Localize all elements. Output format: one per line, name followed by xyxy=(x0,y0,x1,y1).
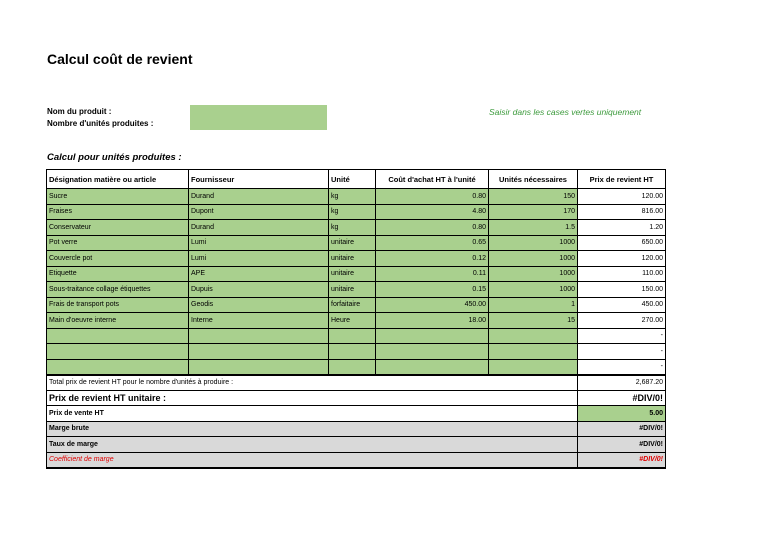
total-label: Total prix de revient HT pour le nombre d'unités à produire : xyxy=(47,375,578,391)
sale-price-label: Prix de vente HT xyxy=(47,406,578,422)
cell-unit[interactable]: kg xyxy=(329,220,376,236)
gross-margin-value: #DIV/0! xyxy=(578,421,666,437)
gross-margin-row xyxy=(47,421,666,437)
cell-unit[interactable]: kg xyxy=(329,189,376,205)
cell-supplier[interactable]: Interne xyxy=(189,313,329,329)
cell-supplier[interactable]: Durand xyxy=(189,189,329,205)
cell-supplier[interactable]: Dupont xyxy=(189,204,329,220)
header-unit-cost: Coût d'achat HT à l'unité xyxy=(376,170,489,189)
cell-designation[interactable]: Etiquette xyxy=(47,266,189,282)
cell-supplier[interactable] xyxy=(189,328,329,344)
table-row xyxy=(47,204,666,220)
cell-units-needed[interactable]: 170 xyxy=(489,204,578,220)
cell-designation[interactable]: Main d'oeuvre interne xyxy=(47,313,189,329)
cell-units-needed[interactable]: 1.5 xyxy=(489,220,578,236)
cell-unit[interactable] xyxy=(329,344,376,360)
product-name-label: Nom du produit : xyxy=(47,107,112,116)
margin-coef-row xyxy=(47,452,666,468)
margin-coef-value: #DIV/0! xyxy=(578,452,666,468)
cell-cost-price: 120.00 xyxy=(578,251,666,267)
product-input-cells[interactable] xyxy=(190,105,327,130)
total-row xyxy=(47,375,666,391)
table-header xyxy=(47,170,666,189)
cell-unit-cost[interactable]: 0.80 xyxy=(376,189,489,205)
table-row xyxy=(47,313,666,329)
cell-supplier[interactable]: Geodis xyxy=(189,297,329,313)
cell-unit-cost[interactable]: 0.15 xyxy=(376,282,489,298)
total-value: 2,687.20 xyxy=(578,375,666,391)
cell-supplier[interactable]: Lumi xyxy=(189,235,329,251)
units-produced-label: Nombre d'unités produites : xyxy=(47,119,154,128)
cell-unit-cost[interactable]: 4.80 xyxy=(376,204,489,220)
table-row xyxy=(47,266,666,282)
cell-unit[interactable]: unitaire xyxy=(329,251,376,267)
cell-units-needed[interactable]: 1000 xyxy=(489,266,578,282)
cell-supplier[interactable]: Lumi xyxy=(189,251,329,267)
margin-rate-label: Taux de marge xyxy=(47,437,578,453)
table-row xyxy=(47,344,666,360)
cell-units-needed[interactable]: 1 xyxy=(489,297,578,313)
table-row xyxy=(47,282,666,298)
cell-designation[interactable]: Conservateur xyxy=(47,220,189,236)
cell-units-needed[interactable] xyxy=(489,344,578,360)
table-row xyxy=(47,189,666,205)
cell-cost-price: 270.00 xyxy=(578,313,666,329)
cell-unit-cost[interactable]: 0.11 xyxy=(376,266,489,282)
unit-cost-value: #DIV/0! xyxy=(578,390,666,406)
cell-supplier[interactable]: APE xyxy=(189,266,329,282)
cell-unit[interactable]: forfaitaire xyxy=(329,297,376,313)
sale-price-row xyxy=(47,406,666,422)
cell-designation[interactable] xyxy=(47,359,189,375)
unit-cost-label: Prix de revient HT unitaire : xyxy=(47,390,578,406)
table-row xyxy=(47,328,666,344)
cell-unit[interactable]: unitaire xyxy=(329,235,376,251)
cell-cost-price: 150.00 xyxy=(578,282,666,298)
cell-cost-price: 450.00 xyxy=(578,297,666,313)
cell-unit[interactable]: unitaire xyxy=(329,282,376,298)
cell-unit-cost[interactable]: 0.80 xyxy=(376,220,489,236)
table-row xyxy=(47,297,666,313)
margin-rate-value: #DIV/0! xyxy=(578,437,666,453)
cell-units-needed[interactable]: 1000 xyxy=(489,235,578,251)
cell-unit-cost[interactable]: 18.00 xyxy=(376,313,489,329)
cell-unit-cost[interactable]: 450.00 xyxy=(376,297,489,313)
cell-unit-cost[interactable] xyxy=(376,359,489,375)
cell-designation[interactable]: Pot verre xyxy=(47,235,189,251)
margin-rate-row xyxy=(47,437,666,453)
cell-supplier[interactable] xyxy=(189,344,329,360)
cost-table xyxy=(46,169,666,469)
cell-unit[interactable]: unitaire xyxy=(329,266,376,282)
cell-cost-price: 816.00 xyxy=(578,204,666,220)
cell-supplier[interactable]: Dupuis xyxy=(189,282,329,298)
unit-cost-row xyxy=(47,390,666,406)
cell-designation[interactable] xyxy=(47,328,189,344)
cell-supplier[interactable]: Durand xyxy=(189,220,329,236)
cell-units-needed[interactable]: 1000 xyxy=(489,251,578,267)
cell-unit[interactable] xyxy=(329,328,376,344)
input-hint: Saisir dans les cases vertes uniquement xyxy=(489,107,642,117)
page-title: Calcul coût de revient xyxy=(47,51,193,67)
cell-supplier[interactable] xyxy=(189,359,329,375)
cell-designation[interactable]: Sucre xyxy=(47,189,189,205)
cell-cost-price: 650.00 xyxy=(578,235,666,251)
gross-margin-label: Marge brute xyxy=(47,421,578,437)
cell-cost-price: - xyxy=(578,344,666,360)
cell-cost-price: - xyxy=(578,359,666,375)
table-row xyxy=(47,235,666,251)
cell-units-needed[interactable]: 15 xyxy=(489,313,578,329)
cell-designation[interactable]: Fraises xyxy=(47,204,189,220)
cell-designation[interactable] xyxy=(47,344,189,360)
cell-cost-price: 1.20 xyxy=(578,220,666,236)
cell-units-needed[interactable] xyxy=(489,328,578,344)
sale-price-input[interactable]: 5.00 xyxy=(578,406,666,422)
cell-units-needed[interactable] xyxy=(489,359,578,375)
cell-units-needed[interactable]: 150 xyxy=(489,189,578,205)
cell-unit-cost[interactable] xyxy=(376,344,489,360)
table-row xyxy=(47,220,666,236)
cell-unit-cost[interactable] xyxy=(376,328,489,344)
table-subtitle: Calcul pour unités produites : xyxy=(47,152,182,163)
header-designation: Désignation matière ou article xyxy=(47,170,189,189)
cell-unit[interactable] xyxy=(329,359,376,375)
cell-designation[interactable]: Couvercle pot xyxy=(47,251,189,267)
cell-designation[interactable]: Frais de transport pots xyxy=(47,297,189,313)
cell-cost-price: - xyxy=(578,328,666,344)
header-supplier: Fournisseur xyxy=(189,170,329,189)
header-cost-price: Prix de revient HT xyxy=(578,170,666,189)
cell-unit-cost[interactable]: 0.12 xyxy=(376,251,489,267)
cell-unit[interactable]: kg xyxy=(329,204,376,220)
table-row xyxy=(47,251,666,267)
cell-cost-price: 120.00 xyxy=(578,189,666,205)
margin-coef-label: Coefficient de marge xyxy=(47,452,578,468)
cell-units-needed[interactable]: 1000 xyxy=(489,282,578,298)
header-units-needed: Unités nécessaires xyxy=(489,170,578,189)
cell-unit[interactable]: Heure xyxy=(329,313,376,329)
cell-unit-cost[interactable]: 0.65 xyxy=(376,235,489,251)
table-row xyxy=(47,359,666,375)
cell-cost-price: 110.00 xyxy=(578,266,666,282)
cell-designation[interactable]: Sous-traitance collage étiquettes xyxy=(47,282,189,298)
header-unit: Unité xyxy=(329,170,376,189)
